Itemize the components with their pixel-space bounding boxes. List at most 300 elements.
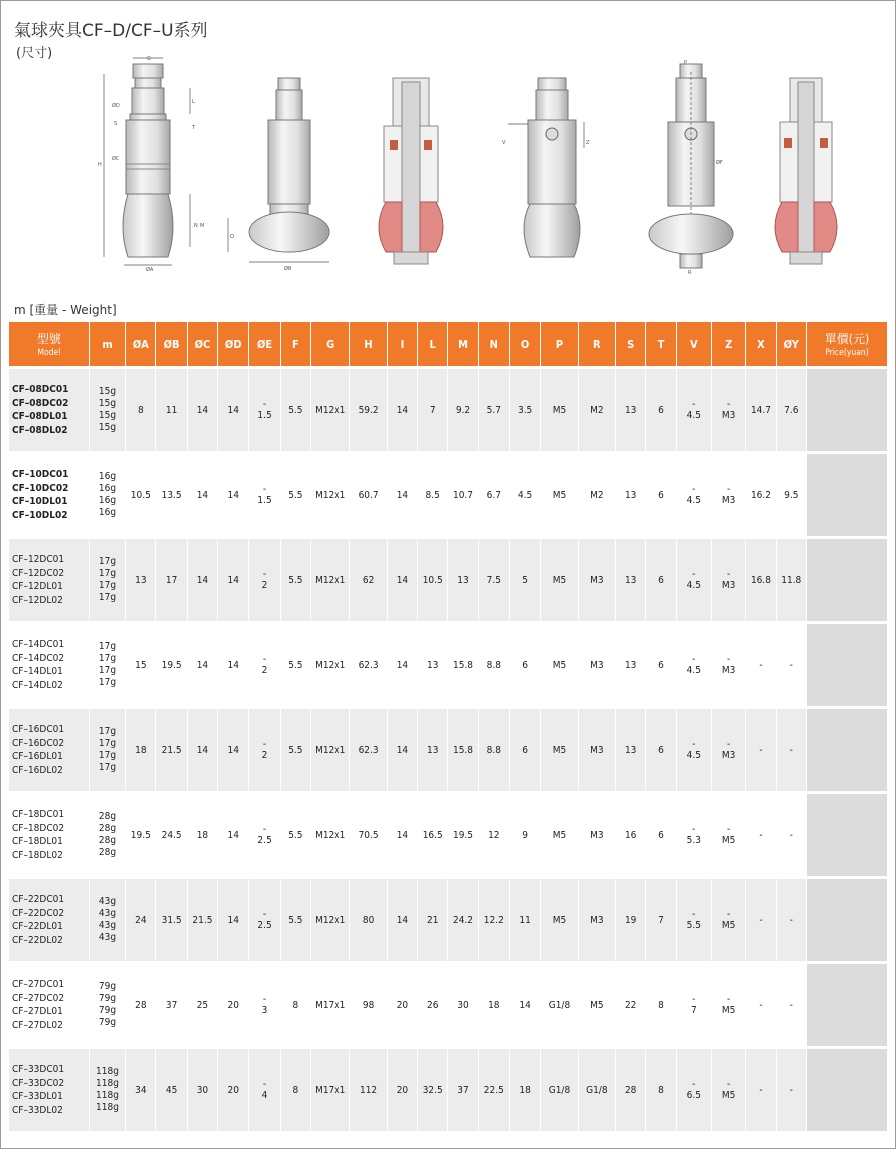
price-cell bbox=[807, 709, 888, 794]
label-l: L bbox=[192, 99, 195, 105]
label-s: S bbox=[114, 121, 118, 127]
cell-i: 14 bbox=[388, 539, 418, 624]
cell-n: 8.8 bbox=[479, 624, 510, 709]
model-code: CF–14DC02 bbox=[12, 652, 65, 664]
mass-value: 79g bbox=[98, 993, 117, 1004]
dash-mark: - bbox=[262, 654, 267, 665]
cell-oc: 21.5 bbox=[188, 879, 218, 964]
cell-o: 14 bbox=[510, 964, 541, 1049]
model-code: CF–12DC02 bbox=[12, 567, 65, 579]
cell-p: M5 bbox=[541, 709, 578, 794]
cell-v bbox=[677, 624, 712, 709]
mass-value: 17g bbox=[98, 653, 117, 664]
table-row bbox=[9, 369, 888, 454]
cell-g: M17x1 bbox=[311, 964, 350, 1049]
mass-value: 17g bbox=[98, 568, 117, 579]
model-code: CF–22DC01 bbox=[12, 894, 65, 905]
model-cell bbox=[9, 539, 90, 624]
mass-value: 17g bbox=[98, 641, 117, 652]
label-h: H bbox=[98, 162, 102, 168]
cell-ob: 45 bbox=[156, 1049, 187, 1134]
cell-oe bbox=[249, 794, 280, 879]
cell-od: 20 bbox=[218, 1049, 249, 1134]
model-cell bbox=[9, 1049, 90, 1134]
model-code: CF–10DC01 bbox=[12, 469, 69, 480]
value-z: M5 bbox=[721, 1005, 736, 1016]
cell-oa: 34 bbox=[126, 1049, 156, 1134]
cell-x: - bbox=[746, 1049, 776, 1134]
cell-g: M12x1 bbox=[311, 369, 350, 454]
dash-mark: - bbox=[692, 909, 696, 920]
model-code: CF–16DL02 bbox=[12, 764, 63, 776]
cell-t: 8 bbox=[646, 1049, 676, 1134]
cell-h: 62 bbox=[350, 539, 387, 624]
cell-v bbox=[677, 964, 712, 1049]
cell-oy: 11.8 bbox=[777, 539, 807, 624]
mass-value: 15g bbox=[98, 386, 117, 397]
dash-mark: - bbox=[727, 994, 731, 1005]
label-of: ØF bbox=[716, 160, 723, 166]
header-f: F bbox=[281, 322, 311, 369]
cell-n: 8.8 bbox=[479, 709, 510, 794]
cell-ob: 21.5 bbox=[156, 709, 187, 794]
mass-value: 43g bbox=[98, 932, 117, 943]
cell-f: 5.5 bbox=[281, 709, 311, 794]
cell-oa: 19.5 bbox=[126, 794, 156, 879]
cell-oa: 28 bbox=[126, 964, 156, 1049]
model-code: CF–27DL02 bbox=[12, 1019, 63, 1031]
cell-m: 30 bbox=[448, 964, 478, 1049]
value-oe: 2.5 bbox=[257, 835, 272, 846]
cell-i: 20 bbox=[388, 964, 418, 1049]
cell-l: 7 bbox=[418, 369, 448, 454]
cell-i: 14 bbox=[388, 879, 418, 964]
model-code: CF–08DC01 bbox=[12, 384, 69, 395]
cell-x: 16.2 bbox=[746, 454, 776, 539]
cell-oy: 9.5 bbox=[777, 454, 807, 539]
cell-n: 5.7 bbox=[479, 369, 510, 454]
table-row bbox=[9, 964, 888, 1049]
drawing-section-view-u bbox=[775, 78, 837, 264]
cell-m: 37 bbox=[448, 1049, 478, 1134]
model-code: CF–16DL01 bbox=[12, 751, 63, 762]
dash-mark: - bbox=[692, 399, 696, 410]
table-row bbox=[9, 879, 888, 964]
dash-mark: - bbox=[727, 399, 731, 410]
page-title: 氣球夾具CF–D/CF–U系列 bbox=[14, 21, 208, 41]
header-t: T bbox=[646, 322, 676, 369]
cell-v bbox=[677, 369, 712, 454]
cell-v bbox=[677, 539, 712, 624]
cell-h: 62.3 bbox=[350, 709, 387, 794]
cell-od: 20 bbox=[218, 964, 249, 1049]
cell-p: M5 bbox=[541, 624, 578, 709]
label-m: M bbox=[200, 223, 205, 229]
mass-value: 43g bbox=[98, 908, 117, 919]
cell-z bbox=[712, 709, 746, 794]
cell-n: 12.2 bbox=[479, 879, 510, 964]
dash-mark: - bbox=[262, 1079, 267, 1090]
model-code: CF–14DL01 bbox=[12, 666, 63, 677]
cell-x: 16.8 bbox=[746, 539, 776, 624]
cell-od: 14 bbox=[218, 454, 249, 539]
cell-x: - bbox=[746, 964, 776, 1049]
value-v: 6.5 bbox=[686, 1090, 701, 1101]
cell-f: 5.5 bbox=[281, 539, 311, 624]
cell-p: M5 bbox=[541, 794, 578, 879]
mass-value: 17g bbox=[98, 762, 117, 773]
mass-value: 17g bbox=[98, 726, 117, 737]
cell-l: 32.5 bbox=[418, 1049, 448, 1134]
drawing-section-view-d bbox=[379, 78, 443, 264]
model-code: CF–14DL02 bbox=[12, 679, 63, 691]
cell-s: 13 bbox=[616, 539, 646, 624]
mass-value: 118g bbox=[96, 1102, 119, 1113]
model-code: CF–22DL01 bbox=[12, 921, 63, 932]
model-code: CF–18DL01 bbox=[12, 836, 63, 847]
table-row bbox=[9, 624, 888, 709]
header-n: N bbox=[479, 322, 510, 369]
model-code: CF–16DC02 bbox=[12, 737, 65, 749]
value-oe: 4 bbox=[261, 1090, 268, 1101]
dash-mark: - bbox=[692, 824, 696, 835]
mass-value: 17g bbox=[98, 592, 117, 603]
cell-ob: 13.5 bbox=[156, 454, 187, 539]
dash-mark: - bbox=[727, 824, 731, 835]
cell-g: M12x1 bbox=[311, 879, 350, 964]
price-cell bbox=[807, 624, 888, 709]
header-price: 單價(元) Price(yuan) bbox=[807, 322, 888, 369]
model-code: CF–16DC01 bbox=[12, 724, 65, 735]
value-oe: 2 bbox=[261, 580, 268, 591]
cell-f: 5.5 bbox=[281, 454, 311, 539]
mass-value: 79g bbox=[98, 1005, 117, 1016]
header-p: P bbox=[541, 322, 578, 369]
dimension-table bbox=[9, 322, 888, 1134]
mass-value: 16g bbox=[98, 483, 117, 494]
model-code: CF–14DC01 bbox=[12, 639, 65, 650]
cell-r: M3 bbox=[579, 709, 616, 794]
cell-n: 7.5 bbox=[479, 539, 510, 624]
cell-l: 8.5 bbox=[418, 454, 448, 539]
header-oc: ØC bbox=[188, 322, 218, 369]
cell-t: 6 bbox=[646, 794, 676, 879]
cell-p: M5 bbox=[541, 879, 578, 964]
cell-oy: - bbox=[777, 794, 807, 879]
cell-o: 4.5 bbox=[510, 454, 541, 539]
cell-t: 6 bbox=[646, 539, 676, 624]
cell-f: 5.5 bbox=[281, 369, 311, 454]
model-code: CF–10DL02 bbox=[12, 509, 68, 521]
value-z: M3 bbox=[721, 665, 736, 676]
cell-f: 8 bbox=[281, 1049, 311, 1134]
cell-h: 60.7 bbox=[350, 454, 387, 539]
cell-n: 12 bbox=[479, 794, 510, 879]
dash-mark: - bbox=[262, 484, 267, 495]
cell-r: M3 bbox=[579, 794, 616, 879]
cell-l: 26 bbox=[418, 964, 448, 1049]
cell-h: 59.2 bbox=[350, 369, 387, 454]
table-row bbox=[9, 539, 888, 624]
cell-oe bbox=[249, 1049, 280, 1134]
page-subtitle: (尺寸) bbox=[16, 46, 53, 61]
cell-v bbox=[677, 1049, 712, 1134]
mass-value: 15g bbox=[98, 398, 117, 409]
cell-m: 15.8 bbox=[448, 624, 478, 709]
dash-mark: - bbox=[262, 824, 267, 835]
cell-s: 13 bbox=[616, 369, 646, 454]
header-r: R bbox=[579, 322, 616, 369]
cell-oc: 18 bbox=[188, 794, 218, 879]
cell-m: 9.2 bbox=[448, 369, 478, 454]
cell-x: - bbox=[746, 794, 776, 879]
cell-oa: 8 bbox=[126, 369, 156, 454]
cell-x: - bbox=[746, 624, 776, 709]
model-code: CF–18DC02 bbox=[12, 822, 65, 834]
cell-r: M3 bbox=[579, 879, 616, 964]
cell-oa: 18 bbox=[126, 709, 156, 794]
cell-oe bbox=[249, 539, 280, 624]
model-code: CF–27DC01 bbox=[12, 979, 65, 990]
model-code: CF–10DL01 bbox=[12, 496, 68, 507]
mass-value: 16g bbox=[98, 495, 117, 506]
dash-mark: - bbox=[727, 739, 731, 750]
cell-m: 10.7 bbox=[448, 454, 478, 539]
cell-o: 11 bbox=[510, 879, 541, 964]
cell-h: 70.5 bbox=[350, 794, 387, 879]
value-v: 4.5 bbox=[686, 665, 701, 676]
label-n: N bbox=[194, 223, 198, 229]
cell-oe bbox=[249, 709, 280, 794]
mass-value: 17g bbox=[98, 750, 117, 761]
cell-v bbox=[677, 709, 712, 794]
header-o: O bbox=[510, 322, 541, 369]
cell-oy: - bbox=[777, 964, 807, 1049]
cell-oa: 24 bbox=[126, 879, 156, 964]
model-cell bbox=[9, 709, 90, 794]
value-z: M3 bbox=[721, 750, 736, 761]
dash-mark: - bbox=[727, 654, 731, 665]
table-row bbox=[9, 794, 888, 879]
cell-r: M3 bbox=[579, 624, 616, 709]
cell-s: 19 bbox=[616, 879, 646, 964]
cell-g: M12x1 bbox=[311, 624, 350, 709]
header-g: G bbox=[311, 322, 350, 369]
dash-mark: - bbox=[727, 909, 731, 920]
cell-oe bbox=[249, 879, 280, 964]
mass-value: 79g bbox=[98, 981, 117, 992]
cell-o: 5 bbox=[510, 539, 541, 624]
cell-z bbox=[712, 539, 746, 624]
cell-oy: - bbox=[777, 624, 807, 709]
cell-g: M17x1 bbox=[311, 1049, 350, 1134]
mass-value: 28g bbox=[98, 811, 117, 822]
cell-oc: 14 bbox=[188, 539, 218, 624]
model-cell bbox=[9, 794, 90, 879]
cell-x: - bbox=[746, 709, 776, 794]
cell-i: 14 bbox=[388, 369, 418, 454]
price-cell bbox=[807, 794, 888, 879]
cell-oy: - bbox=[777, 879, 807, 964]
cell-v bbox=[677, 454, 712, 539]
dash-mark: - bbox=[727, 1079, 731, 1090]
cell-n: 6.7 bbox=[479, 454, 510, 539]
cell-g: M12x1 bbox=[311, 539, 350, 624]
cell-h: 62.3 bbox=[350, 624, 387, 709]
drawing-front-view-d bbox=[98, 56, 204, 273]
header-v: V bbox=[677, 322, 712, 369]
header-i: I bbox=[388, 322, 418, 369]
table-row bbox=[9, 709, 888, 794]
cell-l: 16.5 bbox=[418, 794, 448, 879]
weight-note: m [重量 - Weight] bbox=[14, 303, 117, 317]
cell-s: 22 bbox=[616, 964, 646, 1049]
cell-r: M2 bbox=[579, 369, 616, 454]
mass-value: 28g bbox=[98, 835, 117, 846]
header-ob: ØB bbox=[156, 322, 187, 369]
cell-o: 3.5 bbox=[510, 369, 541, 454]
cell-o: 9 bbox=[510, 794, 541, 879]
header-oy: ØY bbox=[777, 322, 807, 369]
label-t: T bbox=[192, 125, 196, 131]
drawing-inflated-view-d bbox=[228, 78, 329, 272]
cell-oa: 10.5 bbox=[126, 454, 156, 539]
header-m: M bbox=[448, 322, 478, 369]
mass-cell bbox=[90, 369, 126, 454]
header-oe: ØE bbox=[249, 322, 280, 369]
label-p: P bbox=[684, 60, 688, 66]
cell-i: 14 bbox=[388, 624, 418, 709]
cell-h: 112 bbox=[350, 1049, 387, 1134]
cell-p: G1/8 bbox=[541, 964, 578, 1049]
mass-cell bbox=[90, 539, 126, 624]
drawing-inflated-view-u bbox=[649, 60, 733, 276]
label-o: O bbox=[230, 234, 234, 240]
mass-value: 17g bbox=[98, 556, 117, 567]
model-code: CF–33DL02 bbox=[12, 1104, 63, 1116]
model-code: CF–33DC02 bbox=[12, 1077, 65, 1089]
mass-value: 28g bbox=[98, 847, 117, 858]
model-code: CF–18DC01 bbox=[12, 809, 65, 820]
cell-s: 13 bbox=[616, 709, 646, 794]
cell-ob: 31.5 bbox=[156, 879, 187, 964]
value-v: 4.5 bbox=[686, 495, 701, 506]
value-v: 4.5 bbox=[686, 580, 701, 591]
cell-p: G1/8 bbox=[541, 1049, 578, 1134]
label-v: V bbox=[502, 140, 506, 146]
cell-od: 14 bbox=[218, 539, 249, 624]
cell-z bbox=[712, 624, 746, 709]
cell-n: 22.5 bbox=[479, 1049, 510, 1134]
model-code: CF–33DC01 bbox=[12, 1064, 65, 1075]
header-oa: ØA bbox=[126, 322, 156, 369]
value-z: M5 bbox=[721, 835, 736, 846]
cell-oy: 7.6 bbox=[777, 369, 807, 454]
cell-oy: - bbox=[777, 709, 807, 794]
value-oe: 2.5 bbox=[257, 920, 272, 931]
mass-cell bbox=[90, 1049, 126, 1134]
cell-i: 20 bbox=[388, 1049, 418, 1134]
mass-value: 17g bbox=[98, 580, 117, 591]
label-r: R bbox=[688, 270, 692, 276]
cell-l: 10.5 bbox=[418, 539, 448, 624]
price-cell bbox=[807, 539, 888, 624]
mass-value: 118g bbox=[96, 1066, 119, 1077]
cell-o: 6 bbox=[510, 709, 541, 794]
cell-od: 14 bbox=[218, 369, 249, 454]
cell-z bbox=[712, 1049, 746, 1134]
cell-t: 7 bbox=[646, 879, 676, 964]
dash-mark: - bbox=[262, 399, 267, 410]
mass-value: 43g bbox=[98, 896, 117, 907]
cell-od: 14 bbox=[218, 879, 249, 964]
value-z: M3 bbox=[721, 495, 736, 506]
cell-x: - bbox=[746, 879, 776, 964]
mass-value: 43g bbox=[98, 920, 117, 931]
cell-oc: 14 bbox=[188, 369, 218, 454]
model-code: CF–22DC02 bbox=[12, 907, 65, 919]
value-oe: 1.5 bbox=[257, 495, 272, 506]
model-code: CF–18DL02 bbox=[12, 849, 63, 861]
price-cell bbox=[807, 369, 888, 454]
table-row bbox=[9, 1049, 888, 1134]
cell-z bbox=[712, 454, 746, 539]
cell-m: 19.5 bbox=[448, 794, 478, 879]
cell-od: 14 bbox=[218, 794, 249, 879]
cell-r: M5 bbox=[579, 964, 616, 1049]
label-od: ØD bbox=[112, 103, 120, 109]
cell-x: 14.7 bbox=[746, 369, 776, 454]
cell-v bbox=[677, 879, 712, 964]
cell-ob: 19.5 bbox=[156, 624, 187, 709]
dash-mark: - bbox=[692, 484, 696, 495]
value-oe: 2 bbox=[261, 750, 268, 761]
dash-mark: - bbox=[262, 739, 267, 750]
header-model: 型號 Model bbox=[9, 322, 90, 369]
mass-value: 118g bbox=[96, 1078, 119, 1089]
mass-value: 79g bbox=[98, 1017, 117, 1028]
value-v: 7 bbox=[690, 1005, 697, 1016]
cell-l: 21 bbox=[418, 879, 448, 964]
dash-mark: - bbox=[262, 909, 267, 920]
cell-p: M5 bbox=[541, 539, 578, 624]
cell-oc: 30 bbox=[188, 1049, 218, 1134]
header-l: L bbox=[418, 322, 448, 369]
model-code: CF–08DL01 bbox=[12, 411, 68, 422]
header-z: Z bbox=[712, 322, 746, 369]
table-header-row bbox=[9, 322, 888, 369]
mass-value: 15g bbox=[98, 410, 117, 421]
cell-p: M5 bbox=[541, 454, 578, 539]
cell-r: M2 bbox=[579, 454, 616, 539]
cell-p: M5 bbox=[541, 369, 578, 454]
cell-m: 13 bbox=[448, 539, 478, 624]
cell-m: 15.8 bbox=[448, 709, 478, 794]
cell-h: 98 bbox=[350, 964, 387, 1049]
cell-h: 80 bbox=[350, 879, 387, 964]
label-oc: ØC bbox=[112, 156, 120, 162]
mass-value: 118g bbox=[96, 1090, 119, 1101]
cell-g: M12x1 bbox=[311, 794, 350, 879]
cell-o: 6 bbox=[510, 624, 541, 709]
price-cell bbox=[807, 879, 888, 964]
label-ob: ØB bbox=[284, 266, 292, 272]
cell-od: 14 bbox=[218, 709, 249, 794]
cell-od: 14 bbox=[218, 624, 249, 709]
drawing-front-view-u bbox=[502, 78, 590, 257]
label-z: Z bbox=[586, 140, 590, 146]
mass-cell bbox=[90, 454, 126, 539]
